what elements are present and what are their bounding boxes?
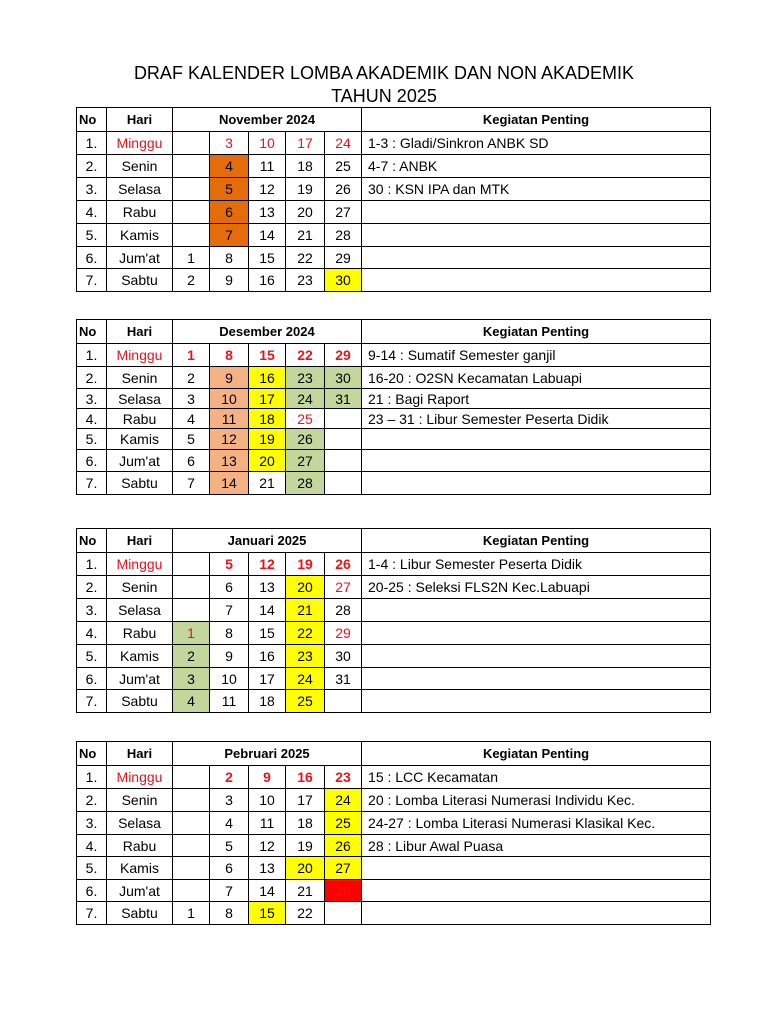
date-cell: 27 [286, 450, 325, 472]
table-header-row [77, 529, 711, 553]
date-cell: 4 [173, 690, 210, 713]
row-number: 4. [77, 622, 107, 645]
header-no: No [77, 529, 107, 553]
date-cell: 23 [286, 269, 325, 292]
date-cell: 7 [210, 880, 249, 902]
date-cell: 31 [325, 668, 362, 690]
row-number: 1. [77, 132, 107, 155]
event-description: 9-14 : Sumatif Semester ganjil [362, 344, 711, 367]
date-cell: 31 [325, 389, 362, 409]
date-cell [325, 472, 362, 495]
date-cell: 23 [325, 766, 362, 789]
date-cell: 22 [286, 344, 325, 367]
date-cell: 24 [286, 668, 325, 690]
event-description: 1-4 : Libur Semester Peserta Didik [362, 553, 711, 576]
table-desember-2024 [76, 319, 711, 495]
date-cell [173, 857, 210, 880]
table-row [77, 622, 711, 645]
date-cell: 11 [210, 690, 249, 713]
table-row [77, 344, 711, 367]
event-description: 30 : KSN IPA dan MTK [362, 178, 711, 201]
row-number: 6. [77, 247, 107, 269]
date-cell: 5 [210, 553, 249, 576]
row-number: 7. [77, 269, 107, 292]
date-cell: 25 [325, 155, 362, 178]
date-cell: 21 [286, 599, 325, 622]
row-number: 4. [77, 409, 107, 429]
day-name: Kamis [107, 224, 173, 247]
day-name: Selasa [107, 812, 173, 835]
date-cell: 22 [286, 247, 325, 269]
event-description: 24-27 : Lomba Literasi Numerasi Klasikal Kec. [362, 812, 711, 835]
event-description: 20 : Lomba Literasi Numerasi Individu Kec. [362, 789, 711, 812]
table-row [77, 857, 711, 880]
table-row [77, 269, 711, 292]
date-cell: 9 [210, 269, 249, 292]
day-name: Rabu [107, 835, 173, 857]
date-cell: 8 [210, 902, 249, 925]
row-number: 1. [77, 344, 107, 367]
date-cell: 21 [286, 224, 325, 247]
event-description [362, 201, 711, 224]
date-cell: 3 [210, 789, 249, 812]
date-cell: 9 [249, 766, 286, 789]
date-cell: 4 [210, 812, 249, 835]
page-title-line-2: TAHUN 2025 [331, 86, 437, 106]
date-cell [325, 429, 362, 450]
header-kegiatan: Kegiatan Penting [362, 108, 711, 132]
table-pebruari-2025 [76, 741, 711, 925]
event-description [362, 472, 711, 495]
table-row [77, 178, 711, 201]
row-number: 2. [77, 367, 107, 389]
date-cell [173, 201, 210, 224]
row-number: 3. [77, 389, 107, 409]
row-number: 7. [77, 902, 107, 925]
date-cell: 5 [210, 835, 249, 857]
date-cell: 17 [286, 132, 325, 155]
event-description [362, 224, 711, 247]
date-cell: 26 [325, 835, 362, 857]
date-cell: 16 [249, 645, 286, 668]
table-row [77, 902, 711, 925]
row-number: 5. [77, 224, 107, 247]
date-cell: 15 [249, 622, 286, 645]
date-cell: 12 [210, 429, 249, 450]
page-title-line-1: DRAF KALENDER LOMBA AKADEMIK DAN NON AKADEMIK [133, 63, 635, 83]
date-cell: 10 [249, 789, 286, 812]
row-number: 1. [77, 553, 107, 576]
date-cell [173, 880, 210, 902]
day-name: Jum'at [107, 247, 173, 269]
date-cell: 30 [325, 269, 362, 292]
row-number: 5. [77, 645, 107, 668]
date-cell [325, 902, 362, 925]
table-november-2024 [76, 107, 711, 292]
day-name: Minggu [107, 132, 173, 155]
date-cell: 16 [286, 766, 325, 789]
event-description [362, 622, 711, 645]
date-cell [173, 576, 210, 599]
day-name: Sabtu [107, 472, 173, 495]
date-cell: 6 [173, 450, 210, 472]
header-kegiatan: Kegiatan Penting [362, 742, 711, 766]
header-hari: Hari [107, 320, 173, 344]
date-cell: 15 [249, 247, 286, 269]
date-cell: 15 [249, 902, 286, 925]
date-cell: 24 [325, 789, 362, 812]
table-header-row [77, 108, 711, 132]
day-name: Sabtu [107, 902, 173, 925]
table-januari-2025 [76, 528, 711, 713]
header-kegiatan: Kegiatan Penting [362, 529, 711, 553]
day-name: Kamis [107, 429, 173, 450]
header-month: Desember 2024 [173, 320, 362, 344]
date-cell: 23 [286, 645, 325, 668]
date-cell: 25 [286, 409, 325, 429]
date-cell: 5 [210, 178, 249, 201]
table-row [77, 389, 711, 409]
date-cell: 17 [286, 789, 325, 812]
date-cell: 22 [286, 902, 325, 925]
date-cell: 1 [173, 622, 210, 645]
date-cell: 1 [173, 902, 210, 925]
event-description [362, 269, 711, 292]
event-description [362, 599, 711, 622]
event-description: 28 : Libur Awal Puasa [362, 835, 711, 857]
table-row [77, 224, 711, 247]
date-cell [173, 766, 210, 789]
day-name: Kamis [107, 857, 173, 880]
date-cell: 8 [210, 344, 249, 367]
day-name: Senin [107, 367, 173, 389]
table-row [77, 472, 711, 495]
row-number: 3. [77, 812, 107, 835]
table-row [77, 599, 711, 622]
date-cell: 20 [286, 857, 325, 880]
row-number: 4. [77, 835, 107, 857]
date-cell: 9 [210, 367, 249, 389]
event-description [362, 857, 711, 880]
row-number: 6. [77, 668, 107, 690]
day-name: Minggu [107, 553, 173, 576]
table-row [77, 880, 711, 902]
row-number: 3. [77, 599, 107, 622]
date-cell: 21 [286, 880, 325, 902]
date-cell: 14 [249, 224, 286, 247]
date-cell: 19 [286, 553, 325, 576]
row-number: 7. [77, 690, 107, 713]
table-header-row [77, 320, 711, 344]
day-name: Selasa [107, 389, 173, 409]
date-cell: 23 [286, 367, 325, 389]
date-cell [173, 224, 210, 247]
date-cell [173, 155, 210, 178]
day-name: Kamis [107, 645, 173, 668]
table-row [77, 247, 711, 269]
header-hari: Hari [107, 529, 173, 553]
date-cell: 4 [210, 155, 249, 178]
date-cell: 18 [286, 155, 325, 178]
date-cell: 11 [249, 155, 286, 178]
date-cell [325, 409, 362, 429]
date-cell: 26 [325, 553, 362, 576]
date-cell: 20 [286, 576, 325, 599]
header-month: November 2024 [173, 108, 362, 132]
date-cell: 15 [249, 344, 286, 367]
table-row [77, 409, 711, 429]
header-month: Pebruari 2025 [173, 742, 362, 766]
date-cell: 13 [210, 450, 249, 472]
date-cell: 14 [249, 599, 286, 622]
row-number: 2. [77, 155, 107, 178]
header-hari: Hari [107, 108, 173, 132]
day-name: Senin [107, 155, 173, 178]
date-cell: 29 [325, 622, 362, 645]
date-cell: 4 [173, 409, 210, 429]
date-cell [173, 812, 210, 835]
date-cell: 7 [210, 224, 249, 247]
row-number: 7. [77, 472, 107, 495]
date-cell: 17 [249, 389, 286, 409]
event-description [362, 880, 711, 902]
day-name: Rabu [107, 409, 173, 429]
date-cell: 2 [173, 367, 210, 389]
date-cell: 12 [249, 835, 286, 857]
date-cell: 18 [286, 812, 325, 835]
table-row [77, 201, 711, 224]
date-cell: 14 [210, 472, 249, 495]
date-cell [173, 789, 210, 812]
row-number: 3. [77, 178, 107, 201]
date-cell: 11 [210, 409, 249, 429]
date-cell: 2 [173, 645, 210, 668]
event-description [362, 902, 711, 925]
date-cell [173, 178, 210, 201]
date-cell: 10 [210, 668, 249, 690]
date-cell: 6 [210, 857, 249, 880]
table-row [77, 835, 711, 857]
table-row [77, 576, 711, 599]
date-cell: 20 [286, 201, 325, 224]
header-hari: Hari [107, 742, 173, 766]
day-name: Sabtu [107, 269, 173, 292]
date-cell: 21 [249, 472, 286, 495]
event-description: 15 : LCC Kecamatan [362, 766, 711, 789]
date-cell: 17 [249, 668, 286, 690]
header-no: No [77, 742, 107, 766]
day-name: Senin [107, 789, 173, 812]
date-cell [173, 553, 210, 576]
date-cell: 19 [249, 429, 286, 450]
day-name: Selasa [107, 599, 173, 622]
date-cell: 27 [325, 857, 362, 880]
event-description: 4-7 : ANBK [362, 155, 711, 178]
row-number: 1. [77, 766, 107, 789]
table-row [77, 766, 711, 789]
event-description: 1-3 : Gladi/Sinkron ANBK SD [362, 132, 711, 155]
date-cell: 19 [286, 178, 325, 201]
date-cell: 16 [249, 367, 286, 389]
header-no: No [77, 320, 107, 344]
table-row [77, 645, 711, 668]
date-cell: 28 [325, 224, 362, 247]
date-cell [173, 132, 210, 155]
date-cell: 28 [325, 880, 362, 902]
day-name: Minggu [107, 766, 173, 789]
date-cell: 13 [249, 201, 286, 224]
date-cell: 3 [173, 668, 210, 690]
date-cell: 30 [325, 367, 362, 389]
event-description: 20-25 : Seleksi FLS2N Kec.Labuapi [362, 576, 711, 599]
row-number: 4. [77, 201, 107, 224]
date-cell: 26 [286, 429, 325, 450]
date-cell: 11 [249, 812, 286, 835]
table-row [77, 789, 711, 812]
header-kegiatan: Kegiatan Penting [362, 320, 711, 344]
header-no: No [77, 108, 107, 132]
date-cell: 7 [173, 472, 210, 495]
table-row [77, 553, 711, 576]
date-cell: 10 [249, 132, 286, 155]
date-cell: 5 [173, 429, 210, 450]
date-cell: 24 [286, 389, 325, 409]
table-row [77, 690, 711, 713]
day-name: Minggu [107, 344, 173, 367]
event-description: 23 – 31 : Libur Semester Peserta Didik [362, 409, 711, 429]
date-cell: 27 [325, 201, 362, 224]
table-row [77, 429, 711, 450]
table-row [77, 668, 711, 690]
day-name: Jum'at [107, 668, 173, 690]
date-cell [325, 690, 362, 713]
date-cell: 28 [286, 472, 325, 495]
date-cell: 1 [173, 344, 210, 367]
table-row [77, 155, 711, 178]
date-cell: 27 [325, 576, 362, 599]
event-description [362, 429, 711, 450]
date-cell: 6 [210, 201, 249, 224]
date-cell: 3 [173, 389, 210, 409]
row-number: 5. [77, 429, 107, 450]
date-cell: 13 [249, 576, 286, 599]
event-description [362, 450, 711, 472]
date-cell: 9 [210, 645, 249, 668]
table-row [77, 450, 711, 472]
day-name: Rabu [107, 622, 173, 645]
event-description: 21 : Bagi Raport [362, 389, 711, 409]
date-cell: 2 [210, 766, 249, 789]
date-cell: 18 [249, 409, 286, 429]
date-cell: 25 [286, 690, 325, 713]
row-number: 5. [77, 857, 107, 880]
date-cell: 20 [249, 450, 286, 472]
date-cell: 12 [249, 553, 286, 576]
event-description [362, 690, 711, 713]
date-cell: 14 [249, 880, 286, 902]
table-row [77, 812, 711, 835]
event-description [362, 247, 711, 269]
day-name: Sabtu [107, 690, 173, 713]
date-cell: 29 [325, 344, 362, 367]
day-name: Senin [107, 576, 173, 599]
row-number: 2. [77, 789, 107, 812]
date-cell: 25 [325, 812, 362, 835]
date-cell: 12 [249, 178, 286, 201]
date-cell: 26 [325, 178, 362, 201]
table-header-row [77, 742, 711, 766]
row-number: 2. [77, 576, 107, 599]
date-cell: 1 [173, 247, 210, 269]
day-name: Jum'at [107, 450, 173, 472]
date-cell: 18 [249, 690, 286, 713]
date-cell: 29 [325, 247, 362, 269]
date-cell: 8 [210, 247, 249, 269]
day-name: Selasa [107, 178, 173, 201]
date-cell: 30 [325, 645, 362, 668]
event-description: 16-20 : O2SN Kecamatan Labuapi [362, 367, 711, 389]
event-description [362, 645, 711, 668]
date-cell: 22 [286, 622, 325, 645]
date-cell: 10 [210, 389, 249, 409]
date-cell: 28 [325, 599, 362, 622]
day-name: Jum'at [107, 880, 173, 902]
row-number: 6. [77, 880, 107, 902]
table-row [77, 367, 711, 389]
table-row [77, 132, 711, 155]
date-cell [173, 599, 210, 622]
row-number: 6. [77, 450, 107, 472]
date-cell: 6 [210, 576, 249, 599]
header-month: Januari 2025 [173, 529, 362, 553]
date-cell: 7 [210, 599, 249, 622]
date-cell: 16 [249, 269, 286, 292]
date-cell [173, 835, 210, 857]
date-cell: 3 [210, 132, 249, 155]
date-cell: 2 [173, 269, 210, 292]
date-cell: 13 [249, 857, 286, 880]
date-cell: 24 [325, 132, 362, 155]
date-cell [325, 450, 362, 472]
day-name: Rabu [107, 201, 173, 224]
date-cell: 8 [210, 622, 249, 645]
event-description [362, 668, 711, 690]
date-cell: 19 [286, 835, 325, 857]
